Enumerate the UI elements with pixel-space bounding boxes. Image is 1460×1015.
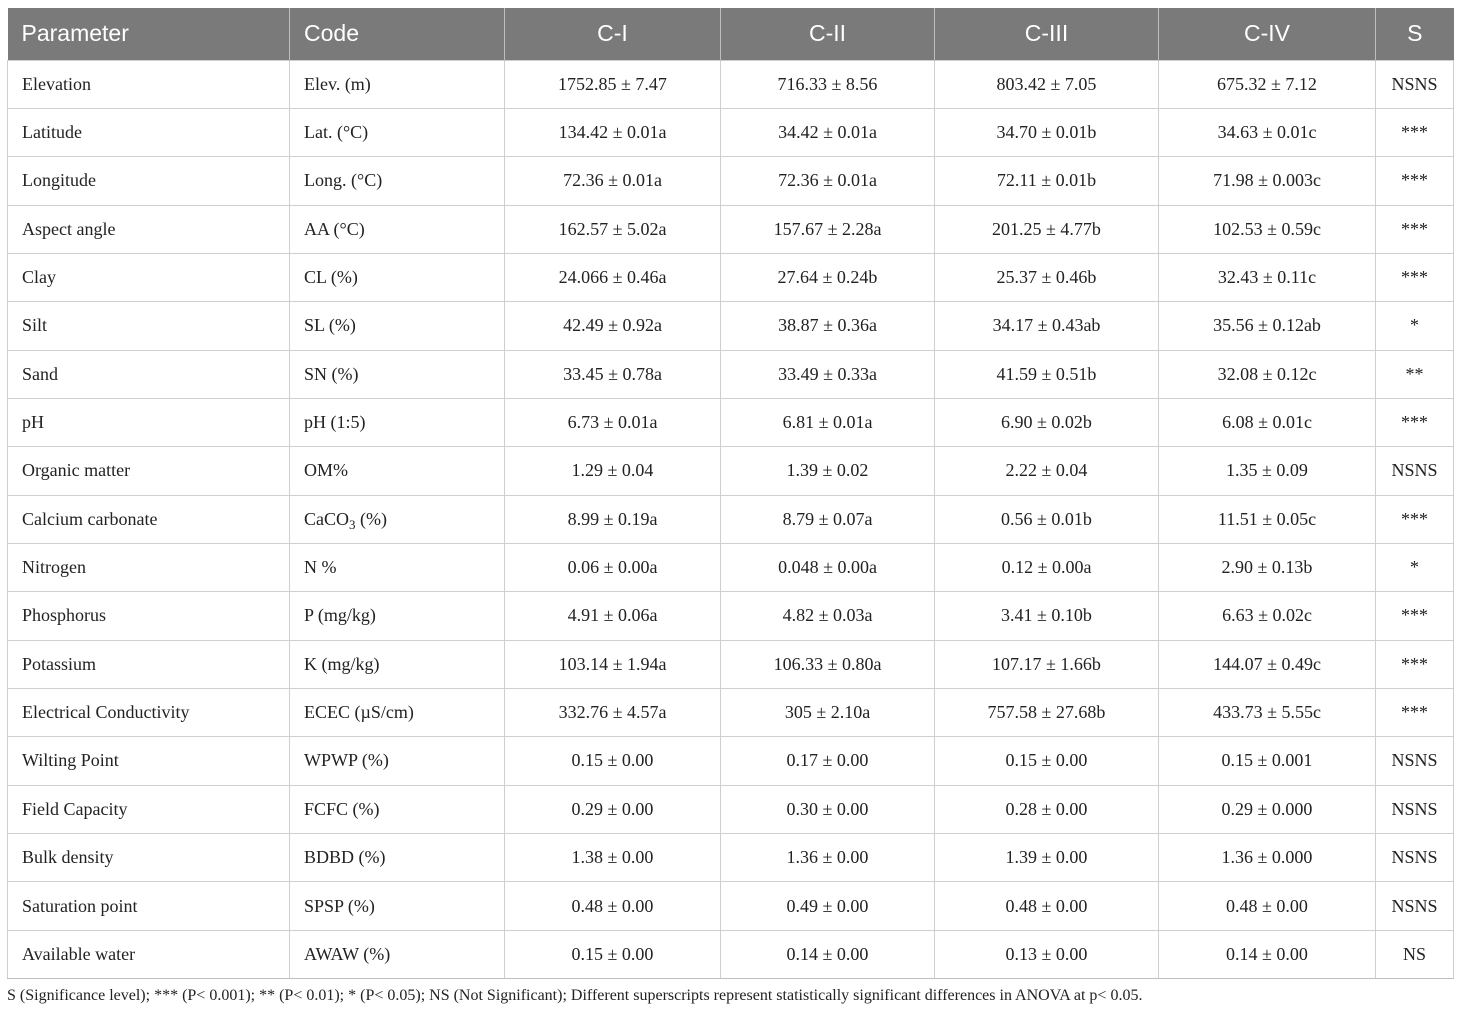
cell-parameter: Wilting Point — [8, 737, 290, 785]
cell-c4: 2.90 ± 0.13b — [1159, 543, 1376, 591]
header-c2: C-II — [721, 8, 935, 60]
cell-code: BDBD (%) — [290, 834, 505, 882]
cell-c2: 27.64 ± 0.24b — [721, 253, 935, 301]
cell-c2: 0.49 ± 0.00 — [721, 882, 935, 930]
cell-c3: 0.48 ± 0.00 — [935, 882, 1159, 930]
cell-c3: 2.22 ± 0.04 — [935, 447, 1159, 495]
cell-c4: 0.15 ± 0.001 — [1159, 737, 1376, 785]
cell-significance: NSNS — [1376, 785, 1454, 833]
cell-c2: 0.30 ± 0.00 — [721, 785, 935, 833]
table-footnote: S (Significance level); *** (P< 0.001); ** (P< 0.01); * (P< 0.05); NS (Not Significant); Different superscripts represent statistically significant differences in ANOVA at p< 0.05. — [7, 987, 1143, 1004]
cell-code: P (mg/kg) — [290, 592, 505, 640]
cell-code: pH (1:5) — [290, 398, 505, 446]
cell-significance: * — [1376, 543, 1454, 591]
cell-c4: 102.53 ± 0.59c — [1159, 205, 1376, 253]
cell-c2: 6.81 ± 0.01a — [721, 398, 935, 446]
cell-c4: 71.98 ± 0.003c — [1159, 157, 1376, 205]
cell-code: SN (%) — [290, 350, 505, 398]
cell-c2: 716.33 ± 8.56 — [721, 60, 935, 108]
table-row — [8, 108, 1454, 156]
cell-parameter: Silt — [8, 302, 290, 350]
cell-c3: 25.37 ± 0.46b — [935, 253, 1159, 301]
table-row — [8, 785, 1454, 833]
table-row — [8, 737, 1454, 785]
soil-parameters-table-container — [7, 8, 1453, 979]
cell-c2: 34.42 ± 0.01a — [721, 108, 935, 156]
cell-c1: 0.29 ± 0.00 — [505, 785, 721, 833]
cell-c3: 1.39 ± 0.00 — [935, 834, 1159, 882]
cell-c2: 305 ± 2.10a — [721, 688, 935, 736]
header-parameter: Parameter — [8, 8, 290, 60]
cell-c4: 11.51 ± 0.05c — [1159, 495, 1376, 543]
cell-parameter: pH — [8, 398, 290, 446]
cell-c1: 6.73 ± 0.01a — [505, 398, 721, 446]
cell-c4: 433.73 ± 5.55c — [1159, 688, 1376, 736]
header-c1: C-I — [505, 8, 721, 60]
cell-parameter: Organic matter — [8, 447, 290, 495]
table-row — [8, 398, 1454, 446]
table-row — [8, 882, 1454, 930]
cell-c3: 201.25 ± 4.77b — [935, 205, 1159, 253]
cell-c3: 0.13 ± 0.00 — [935, 930, 1159, 978]
cell-c2: 8.79 ± 0.07a — [721, 495, 935, 543]
cell-significance: NSNS — [1376, 60, 1454, 108]
cell-c1: 0.06 ± 0.00a — [505, 543, 721, 591]
cell-significance: * — [1376, 302, 1454, 350]
cell-c4: 6.08 ± 0.01c — [1159, 398, 1376, 446]
cell-c4: 32.43 ± 0.11c — [1159, 253, 1376, 301]
cell-c4: 0.29 ± 0.000 — [1159, 785, 1376, 833]
table-row — [8, 253, 1454, 301]
cell-significance: *** — [1376, 592, 1454, 640]
cell-c1: 162.57 ± 5.02a — [505, 205, 721, 253]
cell-parameter: Bulk density — [8, 834, 290, 882]
header-significance: S — [1376, 8, 1454, 60]
table-row — [8, 543, 1454, 591]
cell-c3: 107.17 ± 1.66b — [935, 640, 1159, 688]
cell-code: AA (°C) — [290, 205, 505, 253]
cell-code: Elev. (m) — [290, 60, 505, 108]
cell-significance: ** — [1376, 350, 1454, 398]
cell-c1: 24.066 ± 0.46a — [505, 253, 721, 301]
cell-c1: 72.36 ± 0.01a — [505, 157, 721, 205]
cell-c1: 0.15 ± 0.00 — [505, 930, 721, 978]
cell-c3: 6.90 ± 0.02b — [935, 398, 1159, 446]
cell-parameter: Nitrogen — [8, 543, 290, 591]
cell-c3: 803.42 ± 7.05 — [935, 60, 1159, 108]
cell-c2: 4.82 ± 0.03a — [721, 592, 935, 640]
table-body — [8, 60, 1454, 979]
cell-c4: 675.32 ± 7.12 — [1159, 60, 1376, 108]
cell-code: OM% — [290, 447, 505, 495]
cell-parameter: Saturation point — [8, 882, 290, 930]
cell-c2: 0.14 ± 0.00 — [721, 930, 935, 978]
cell-significance: NSNS — [1376, 737, 1454, 785]
cell-c4: 0.14 ± 0.00 — [1159, 930, 1376, 978]
cell-code: SPSP (%) — [290, 882, 505, 930]
header-c3: C-III — [935, 8, 1159, 60]
cell-c1: 1.29 ± 0.04 — [505, 447, 721, 495]
code-subscript: 3 — [349, 516, 356, 532]
cell-c1: 1752.85 ± 7.47 — [505, 60, 721, 108]
cell-parameter: Available water — [8, 930, 290, 978]
cell-code: CL (%) — [290, 253, 505, 301]
cell-parameter: Calcium carbonate — [8, 495, 290, 543]
table-row — [8, 495, 1454, 543]
cell-c4: 32.08 ± 0.12c — [1159, 350, 1376, 398]
cell-c1: 4.91 ± 0.06a — [505, 592, 721, 640]
cell-parameter: Field Capacity — [8, 785, 290, 833]
cell-c3: 41.59 ± 0.51b — [935, 350, 1159, 398]
cell-code: Long. (°C) — [290, 157, 505, 205]
table-row — [8, 640, 1454, 688]
table-row — [8, 930, 1454, 978]
cell-parameter: Latitude — [8, 108, 290, 156]
table-row — [8, 592, 1454, 640]
cell-c2: 72.36 ± 0.01a — [721, 157, 935, 205]
cell-significance: *** — [1376, 640, 1454, 688]
cell-parameter: Sand — [8, 350, 290, 398]
cell-c4: 0.48 ± 0.00 — [1159, 882, 1376, 930]
cell-code: WPWP (%) — [290, 737, 505, 785]
cell-significance: *** — [1376, 688, 1454, 736]
cell-c1: 8.99 ± 0.19a — [505, 495, 721, 543]
cell-c2: 33.49 ± 0.33a — [721, 350, 935, 398]
cell-c3: 0.15 ± 0.00 — [935, 737, 1159, 785]
cell-c4: 35.56 ± 0.12ab — [1159, 302, 1376, 350]
cell-c1: 0.15 ± 0.00 — [505, 737, 721, 785]
cell-parameter: Phosphorus — [8, 592, 290, 640]
cell-c2: 38.87 ± 0.36a — [721, 302, 935, 350]
cell-c4: 1.36 ± 0.000 — [1159, 834, 1376, 882]
cell-code: AWAW (%) — [290, 930, 505, 978]
cell-c1: 0.48 ± 0.00 — [505, 882, 721, 930]
cell-significance: *** — [1376, 495, 1454, 543]
cell-c1: 134.42 ± 0.01a — [505, 108, 721, 156]
cell-c4: 1.35 ± 0.09 — [1159, 447, 1376, 495]
cell-code: Lat. (°C) — [290, 108, 505, 156]
code-main: CaCO — [304, 508, 349, 529]
cell-c3: 3.41 ± 0.10b — [935, 592, 1159, 640]
table-row — [8, 447, 1454, 495]
cell-significance: *** — [1376, 205, 1454, 253]
table-row — [8, 60, 1454, 108]
cell-c3: 0.12 ± 0.00a — [935, 543, 1159, 591]
cell-c3: 0.28 ± 0.00 — [935, 785, 1159, 833]
header-code: Code — [290, 8, 505, 60]
cell-code: N % — [290, 543, 505, 591]
cell-significance: *** — [1376, 253, 1454, 301]
cell-significance: *** — [1376, 398, 1454, 446]
cell-c1: 42.49 ± 0.92a — [505, 302, 721, 350]
cell-code: ECEC (µS/cm) — [290, 688, 505, 736]
cell-c2: 106.33 ± 0.80a — [721, 640, 935, 688]
cell-c1: 332.76 ± 4.57a — [505, 688, 721, 736]
cell-c1: 103.14 ± 1.94a — [505, 640, 721, 688]
code-tail: (%) — [355, 508, 387, 529]
cell-significance: NSNS — [1376, 834, 1454, 882]
cell-c3: 0.56 ± 0.01b — [935, 495, 1159, 543]
cell-c2: 1.39 ± 0.02 — [721, 447, 935, 495]
cell-significance: NSNS — [1376, 447, 1454, 495]
cell-c3: 34.17 ± 0.43ab — [935, 302, 1159, 350]
table-row — [8, 205, 1454, 253]
cell-parameter: Electrical Conductivity — [8, 688, 290, 736]
cell-c4: 34.63 ± 0.01c — [1159, 108, 1376, 156]
cell-significance: *** — [1376, 108, 1454, 156]
cell-c2: 157.67 ± 2.28a — [721, 205, 935, 253]
cell-code — [290, 495, 505, 543]
cell-parameter: Elevation — [8, 60, 290, 108]
cell-significance: NSNS — [1376, 882, 1454, 930]
cell-c3: 72.11 ± 0.01b — [935, 157, 1159, 205]
cell-parameter: Aspect angle — [8, 205, 290, 253]
table-row — [8, 834, 1454, 882]
cell-parameter: Potassium — [8, 640, 290, 688]
header-c4: C-IV — [1159, 8, 1376, 60]
cell-c4: 6.63 ± 0.02c — [1159, 592, 1376, 640]
cell-c2: 0.048 ± 0.00a — [721, 543, 935, 591]
cell-parameter: Longitude — [8, 157, 290, 205]
cell-code: K (mg/kg) — [290, 640, 505, 688]
cell-c4: 144.07 ± 0.49c — [1159, 640, 1376, 688]
cell-c3: 34.70 ± 0.01b — [935, 108, 1159, 156]
cell-c1: 1.38 ± 0.00 — [505, 834, 721, 882]
cell-c1: 33.45 ± 0.78a — [505, 350, 721, 398]
cell-c2: 1.36 ± 0.00 — [721, 834, 935, 882]
cell-significance: NS — [1376, 930, 1454, 978]
table-row — [8, 688, 1454, 736]
table-header-row — [8, 8, 1454, 60]
cell-parameter: Clay — [8, 253, 290, 301]
table-row — [8, 350, 1454, 398]
cell-c2: 0.17 ± 0.00 — [721, 737, 935, 785]
soil-parameters-table — [7, 8, 1454, 979]
cell-significance: *** — [1376, 157, 1454, 205]
table-row — [8, 157, 1454, 205]
table-row — [8, 302, 1454, 350]
cell-c3: 757.58 ± 27.68b — [935, 688, 1159, 736]
cell-code: SL (%) — [290, 302, 505, 350]
cell-code: FCFC (%) — [290, 785, 505, 833]
